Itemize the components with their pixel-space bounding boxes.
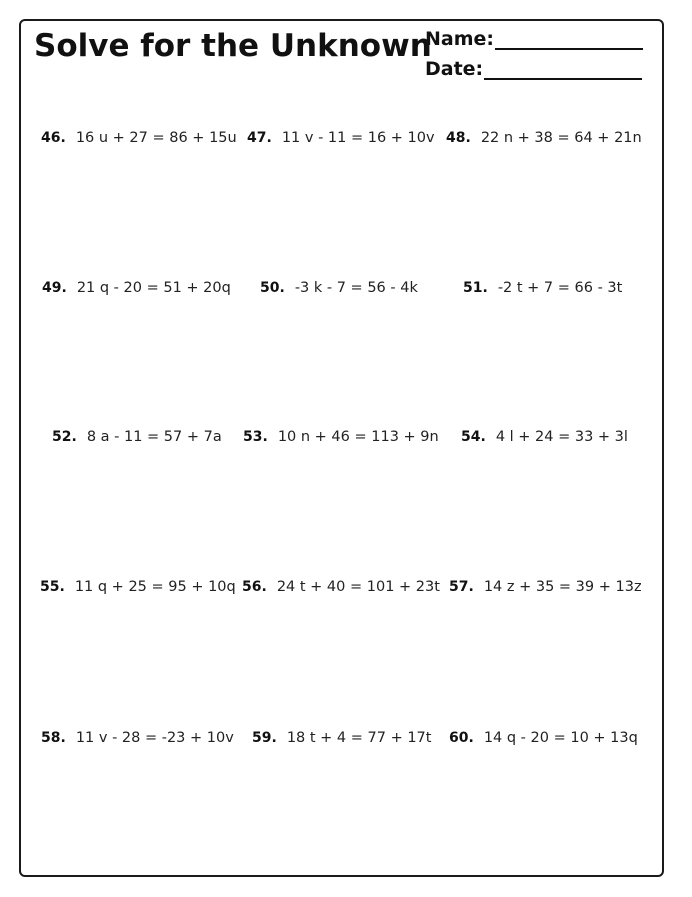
problem-number: 54. <box>461 429 486 445</box>
problem-50 <box>260 280 418 296</box>
problem-equation: 14 z + 35 = 39 + 13z <box>483 579 642 595</box>
problem-equation: 21 q - 20 = 51 + 20q <box>76 280 231 296</box>
problem-56 <box>242 579 440 595</box>
problem-number: 48. <box>446 130 471 146</box>
problem-number: 51. <box>463 280 488 296</box>
problem-number: 53. <box>243 429 268 445</box>
problem-number: 60. <box>449 730 474 746</box>
date-line <box>484 60 642 80</box>
problem-46 <box>41 130 237 146</box>
problem-53 <box>243 429 439 445</box>
problem-equation: 11 v - 11 = 16 + 10v <box>281 130 435 146</box>
problem-number: 58. <box>41 730 66 746</box>
problem-number: 47. <box>247 130 272 146</box>
problem-equation: 14 q - 20 = 10 + 13q <box>483 730 638 746</box>
date-field <box>425 58 642 80</box>
problem-equation: 18 t + 4 = 77 + 17t <box>286 730 432 746</box>
problem-equation: 22 n + 38 = 64 + 21n <box>480 130 642 146</box>
problem-equation: 4 l + 24 = 33 + 3l <box>495 429 628 445</box>
problem-equation: -3 k - 7 = 56 - 4k <box>294 280 418 296</box>
problem-59 <box>252 730 431 746</box>
worksheet-border <box>19 19 664 877</box>
problem-equation: -2 t + 7 = 66 - 3t <box>497 280 623 296</box>
name-label: Name: <box>425 28 495 50</box>
problem-equation: 11 v - 28 = -23 + 10v <box>75 730 234 746</box>
problem-47 <box>247 130 435 146</box>
problem-equation: 24 t + 40 = 101 + 23t <box>276 579 440 595</box>
problem-57 <box>449 579 642 595</box>
problem-equation: 16 u + 27 = 86 + 15u <box>75 130 237 146</box>
problem-58 <box>41 730 234 746</box>
problem-equation: 11 q + 25 = 95 + 10q <box>74 579 236 595</box>
problem-54 <box>461 429 628 445</box>
problem-number: 55. <box>40 579 65 595</box>
problem-number: 59. <box>252 730 277 746</box>
problem-number: 49. <box>42 280 67 296</box>
problem-equation: 10 n + 46 = 113 + 9n <box>277 429 439 445</box>
date-label: Date: <box>425 58 484 80</box>
problem-number: 56. <box>242 579 267 595</box>
worksheet-title: Solve for the Unknown <box>34 28 432 64</box>
problem-number: 57. <box>449 579 474 595</box>
problem-number: 46. <box>41 130 66 146</box>
problem-number: 52. <box>52 429 77 445</box>
name-line <box>495 30 643 50</box>
problem-60 <box>449 730 638 746</box>
problem-55 <box>40 579 236 595</box>
problem-51 <box>463 280 622 296</box>
problem-equation: 8 a - 11 = 57 + 7a <box>86 429 222 445</box>
name-field <box>425 28 643 50</box>
problem-number: 50. <box>260 280 285 296</box>
problem-49 <box>42 280 231 296</box>
problem-52 <box>52 429 222 445</box>
problem-48 <box>446 130 642 146</box>
